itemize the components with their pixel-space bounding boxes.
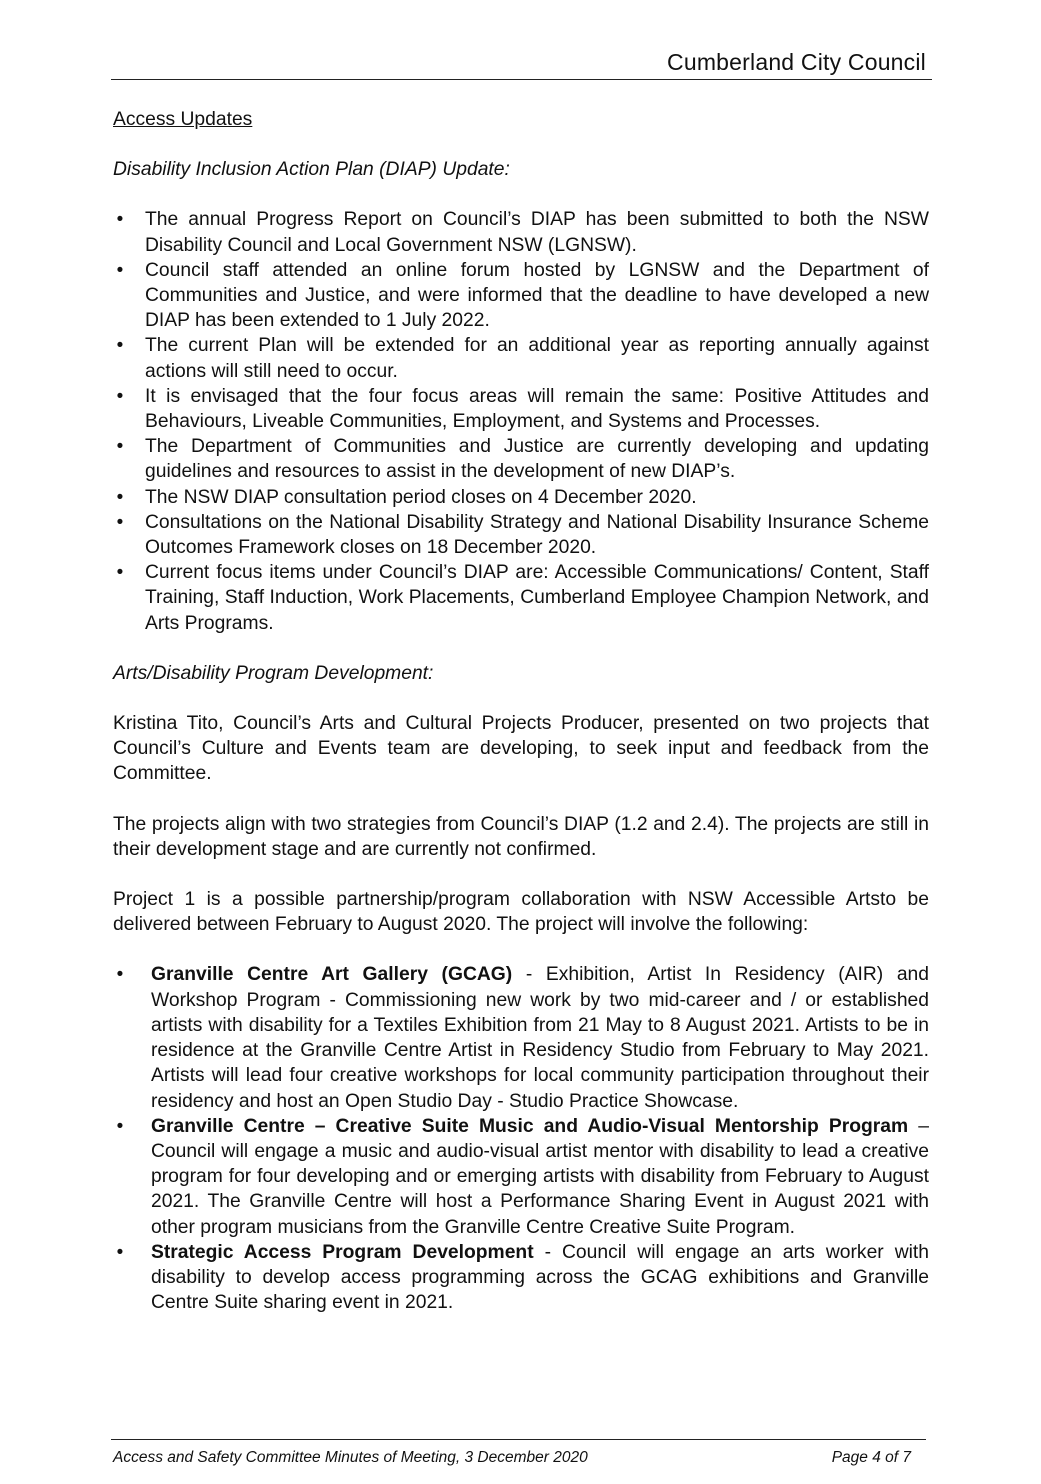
list-item: • Granville Centre – Creative Suite Music and Audio-Visual Mentorship Program – Council will engage a music and audio-visual artist mentor with disability to lead a creative program for four developing and or emerging artists with disability from February to August 2021. The Granville Centre will host a Performance Sharing Event in August 2021 with other program musicians from the Granville Centre Creative Suite Program. bbox=[113, 1114, 929, 1240]
list-item: • The Department of Communities and Justice are currently developing and updating guidelines and resources to assist in the development of new DIAP’s. bbox=[113, 434, 929, 484]
list-item: • Consultations on the National Disability Strategy and National Disability Insurance Scheme Outcomes Framework closes on 18 December 2020. bbox=[113, 510, 929, 560]
section-heading: Access Updates bbox=[113, 109, 253, 130]
bullet-icon: • bbox=[116, 385, 124, 407]
document-body bbox=[113, 107, 929, 1315]
bullet-icon: • bbox=[116, 562, 124, 584]
footer-meeting-title: Access and Safety Committee Minutes of Meeting, 3 December 2020 bbox=[113, 1449, 588, 1466]
bullet-icon: • bbox=[116, 511, 124, 533]
council-name: Cumberland City Council bbox=[667, 49, 926, 75]
arts-subheading: Arts/Disability Program Development: bbox=[113, 662, 434, 684]
list-item: • The current Plan will be extended for an additional year as reporting annually against actions will still need to occur. bbox=[113, 333, 929, 383]
paragraph-presenter: Kristina Tito, Council’s Arts and Cultural Projects Producer, presented on two projects that Council’s Culture and Events team are developing, to seek input and feedback from the Committee. bbox=[113, 713, 929, 785]
bullet-icon: • bbox=[116, 486, 124, 508]
bullet-icon: • bbox=[116, 1241, 124, 1263]
bullet-icon: • bbox=[116, 964, 124, 986]
footer-divider bbox=[111, 1439, 926, 1440]
list-item: • Granville Centre Art Gallery (GCAG) - Exhibition, Artist In Residency (AIR) and Workshop Program - Commissioning new work by two mid-career and / or established artists with disability for a Textiles Exhibition from 21 May to 8 August 2021. Artists to be in residence at the Granville Centre Artist in Residency Studio from February to May 2021. Artists will lead four creative workshops for local community participation throughout their residency and host an Open Studio Day - Studio Practice Showcase. bbox=[113, 962, 929, 1113]
bullet-icon: • bbox=[116, 436, 124, 458]
bullet-icon: • bbox=[116, 1115, 124, 1137]
list-item: • Current focus items under Council’s DIAP are: Accessible Communications/ Content, Staff Training, Staff Induction, Work Placements, Cumberland Employee Champion Network, and Arts Programs. bbox=[113, 560, 929, 636]
diap-subheading: Disability Inclusion Action Plan (DIAP) Update: bbox=[113, 159, 510, 181]
list-item: • It is envisaged that the four focus areas will remain the same: Positive Attitudes and Behaviours, Liveable Communities, Employment, and Systems and Processes. bbox=[113, 384, 929, 434]
list-item: • Strategic Access Program Development - Council will engage an arts worker with disability to develop access programming across the GCAG exhibitions and Granville Centre Suite sharing event in 2021. bbox=[113, 1240, 929, 1316]
bullet-icon: • bbox=[116, 209, 124, 231]
header-divider bbox=[111, 79, 932, 80]
list-item: • The NSW DIAP consultation period closes on 4 December 2020. bbox=[113, 485, 929, 510]
paragraph-project-1: Project 1 is a possible partnership/program collaboration with NSW Accessible Artsto be delivered between February to August 2020. The project will involve the following: bbox=[113, 889, 929, 936]
diap-bullet-list bbox=[113, 207, 929, 635]
bullet-icon: • bbox=[116, 335, 124, 357]
footer-page-number: Page 4 of 7 bbox=[831, 1449, 911, 1466]
list-item: • The annual Progress Report on Council’s DIAP has been submitted to both the NSW Disability Council and Local Government NSW (LGNSW). bbox=[113, 207, 929, 257]
list-item: • Council staff attended an online forum hosted by LGNSW and the Department of Communities and Justice, and were informed that the deadline to have developed a new DIAP has been extended to 1 July 2022. bbox=[113, 258, 929, 334]
project-bullet-list bbox=[113, 962, 929, 1315]
bullet-icon: • bbox=[116, 259, 124, 281]
paragraph-strategies: The projects align with two strategies from Council’s DIAP (1.2 and 2.4). The projects are still in their development stage and are currently not confirmed. bbox=[113, 813, 929, 860]
